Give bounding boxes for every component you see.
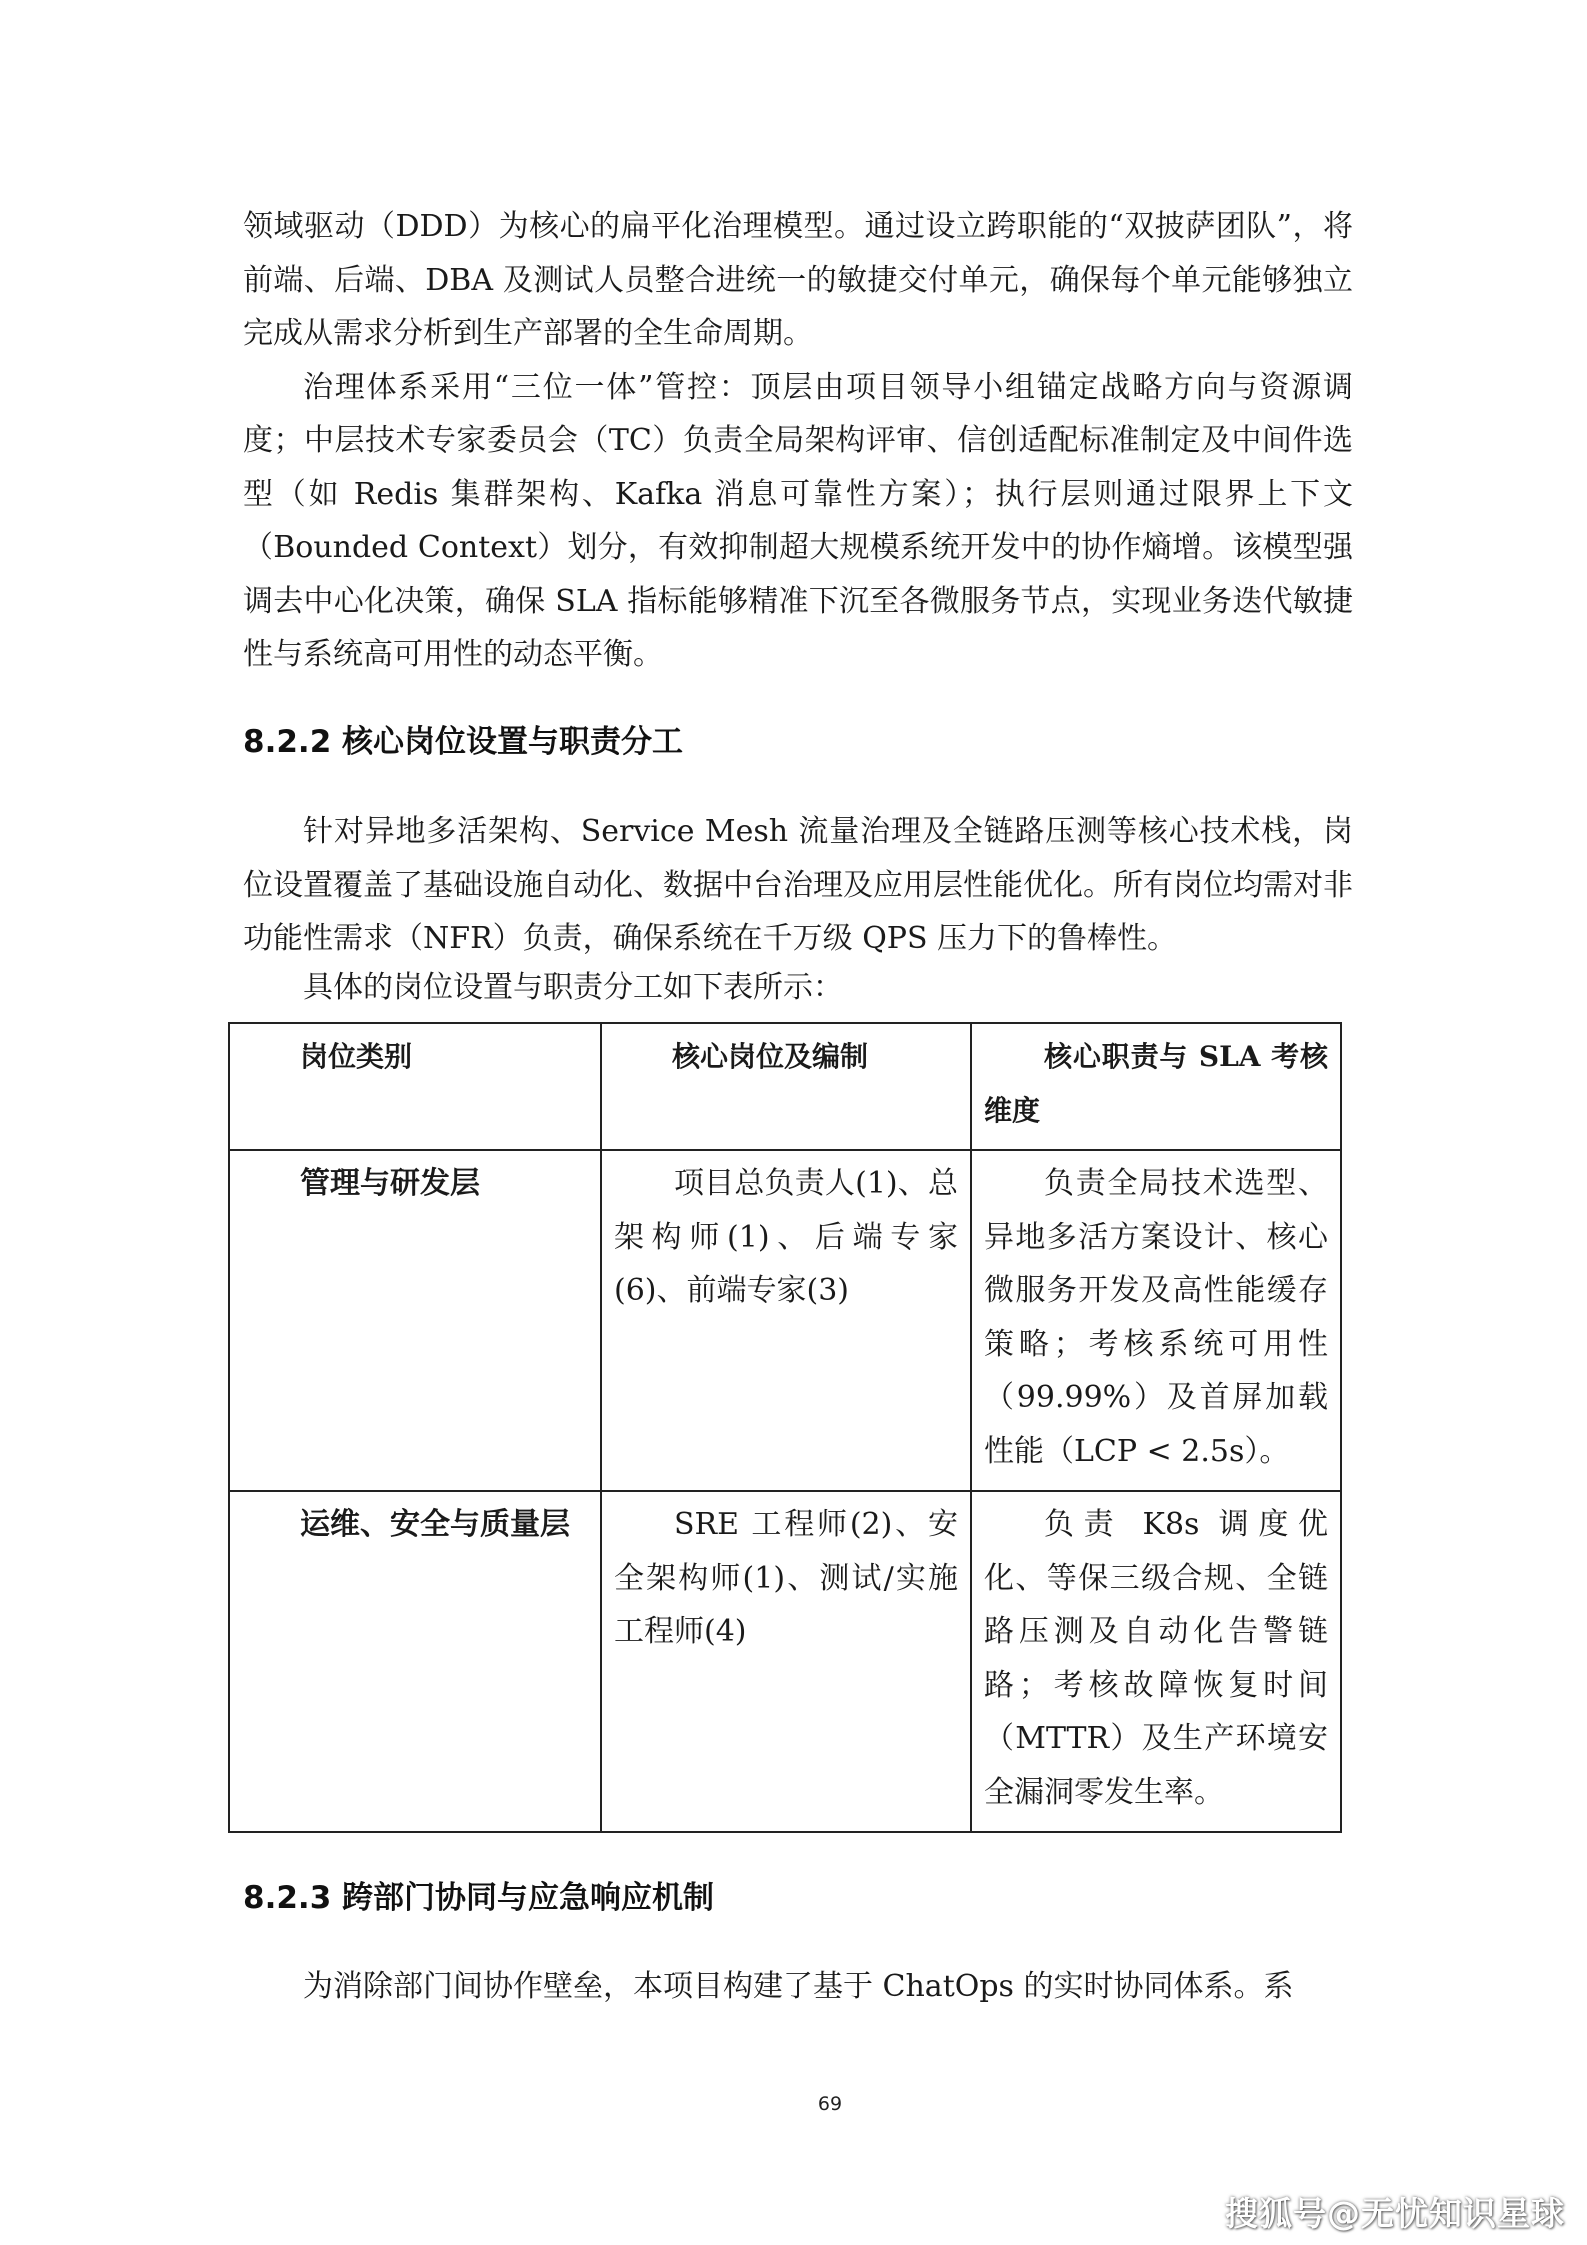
section-823-text-block	[243, 1960, 1353, 2014]
header-duties: 核心职责与 SLA 考核维度	[971, 1023, 1341, 1150]
table-header-row	[229, 1023, 1341, 1150]
row-positions: SRE 工程师(2)、安全架构师(1)、测试/实施工程师(4)	[601, 1491, 971, 1832]
row-duties: 负责 K8s 调度优化、等保三级合规、全链路压测及自动化告警链路；考核故障恢复时间（MTTR）及生产环境安全漏洞零发生率。	[971, 1491, 1341, 1832]
section-heading-822: 8.2.2 核心岗位设置与职责分工	[243, 724, 684, 760]
paragraph-governance: 治理体系采用“三位一体”管控：顶层由项目领导小组锚定战略方向与资源调度；中层技术专家委员会（TC）负责全局架构评审、信创适配标准制定及中间件选型（如 Redis 集群架构、Kafka 消息可靠性方案）；执行层则通过限界上下文（Bounded Context）划分，有效抑制超大规模系统开发中的协作熵增。该模型强调去中心化决策，确保 SLA 指标能够精准下沉至各微服务节点，实现业务迭代敏捷性与系统高可用性的动态平衡。	[243, 369, 1353, 672]
table-row	[229, 1150, 1341, 1491]
header-positions: 核心岗位及编制	[601, 1023, 971, 1150]
paragraph-ddd-model: 领域驱动（DDD）为核心的扁平化治理模型。通过设立跨职能的“双披萨团队”，将前端、后端、DBA 及测试人员整合进统一的敏捷交付单元，确保每个单元能够独立完成从需求分析到生产部署的全生命周期。	[243, 209, 1353, 351]
paragraph-roles-overview: 针对异地多活架构、Service Mesh 流量治理及全链路压测等核心技术栈，岗位设置覆盖了基础设施自动化、数据中台治理及应用层性能优化。所有岗位均需对非功能性需求（NFR）负责，确保系统在千万级 QPS 压力下的鲁棒性。	[243, 814, 1353, 956]
table-row	[229, 1491, 1341, 1832]
intro-text-block	[243, 200, 1353, 682]
section-822-text-block	[243, 805, 1353, 1010]
section-heading-823: 8.2.3 跨部门协同与应急响应机制	[243, 1880, 715, 1916]
page-number: 69	[817, 2093, 843, 2115]
source-watermark: 搜狐号@无忧知识星球	[1225, 2194, 1565, 2233]
table-intro: 具体的岗位设置与职责分工如下表所示：	[303, 969, 843, 1005]
row-category: 运维、安全与质量层	[229, 1491, 601, 1832]
row-positions: 项目总负责人(1)、总架构师(1)、后端专家(6)、前端专家(3)	[601, 1150, 971, 1491]
row-category: 管理与研发层	[229, 1150, 601, 1491]
row-duties: 负责全局技术选型、异地多活方案设计、核心微服务开发及高性能缓存策略；考核系统可用性（99.99%）及首屏加载性能（LCP < 2.5s）。	[971, 1150, 1341, 1491]
roles-table	[228, 1022, 1342, 1833]
header-category: 岗位类别	[229, 1023, 601, 1150]
paragraph-chatops: 为消除部门间协作壁垒，本项目构建了基于 ChatOps 的实时协同体系。系	[303, 1969, 1294, 2004]
